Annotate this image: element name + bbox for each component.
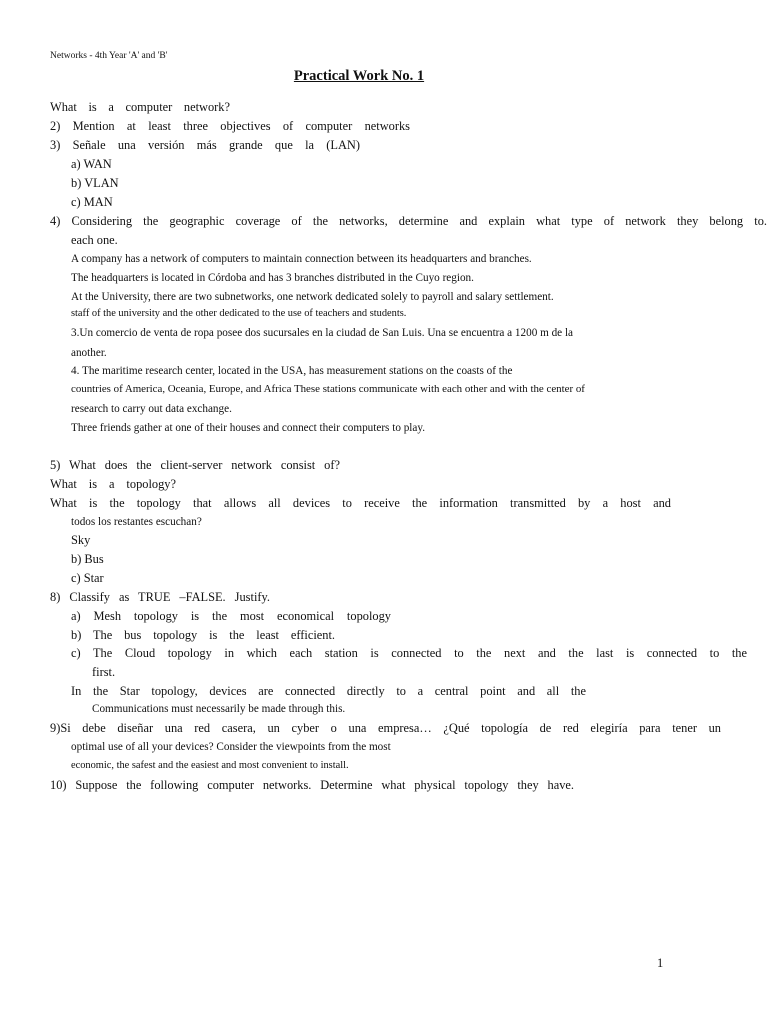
question-10: 10) Suppose the following computer networks. Determine what physical topology they have. — [50, 778, 574, 792]
case-4-line-3: research to carry out data exchange. — [71, 403, 232, 415]
question-9-cont-2: economic, the safest and the easiest and most convenient to install. — [71, 760, 349, 771]
question-6: What is a topology? — [50, 477, 176, 491]
case-4-line-1: 4. The maritime research center, located in the USA, has measurement stations on the coasts of the — [71, 365, 513, 377]
running-header: Networks - 4th Year 'A' and 'B' — [50, 51, 168, 61]
q8-statement-a: a) Mesh topology is the most economical topology — [71, 609, 391, 623]
page-title: Practical Work No. 1 — [293, 68, 425, 84]
option-a: a) WAN — [71, 157, 112, 171]
q8-statement-d-cont: Communications must necessarily be made through this. — [92, 703, 346, 715]
q7-option-c: c) Star — [71, 571, 104, 585]
case-2-line-2: staff of the university and the other dedicated to the use of teachers and students. — [71, 308, 407, 319]
case-3-line-2: another. — [71, 347, 107, 359]
option-c: c) MAN — [71, 195, 113, 209]
q8-statement-c-cont: first. — [92, 665, 116, 679]
question-4: 4) Considering the geographic coverage of the networks, determine and explain what type of network they belong to. — [50, 214, 767, 228]
case-3-line-1: 3.Un comercio de venta de ropa posee dos sucursales en la ciudad de San Luis. Una se encuentra a 1200 m de la — [71, 327, 574, 339]
q8-statement-c: c) The Cloud topology in which each station is connected to the next and the last is connected to the — [71, 646, 747, 660]
question-9: 9)Si debe diseñar una red casera, un cyber o una empresa… ¿Qué topología de red elegiría para tener un — [50, 721, 721, 735]
question-8: 8) Classify as TRUE –FALSE. Justify. — [50, 590, 270, 604]
q8-statement-b: b) The bus topology is the least efficient. — [71, 628, 335, 642]
question-4-cont: each one. — [71, 233, 118, 247]
page-number: 1 — [657, 956, 664, 970]
q8-statement-d: In the Star topology, devices are connected directly to a central point and all the — [71, 684, 586, 698]
question-9-cont-1: optimal use of all your devices? Consider the viewpoints from the most — [71, 741, 391, 753]
question-7-cont: todos los restantes escuchan? — [71, 516, 202, 528]
q7-option-a: Sky — [71, 533, 91, 547]
question-3: 3) Señale una versión más grande que la (LAN) — [50, 138, 360, 152]
q7-option-b: b) Bus — [71, 552, 104, 566]
question-7: What is the topology that allows all devices to receive the information transmitted by a host and — [50, 496, 671, 510]
case-5-line-1: Three friends gather at one of their houses and connect their computers to play. — [71, 422, 426, 434]
case-1-line-2: The headquarters is located in Córdoba and has 3 branches distributed in the Cuyo region. — [71, 272, 474, 284]
question-1: What is a computer network? — [50, 100, 230, 114]
case-4-line-2: countries of America, Oceania, Europe, and Africa These stations communicate with each other and with the center of — [71, 383, 585, 395]
option-b: b) VLAN — [71, 176, 119, 190]
question-2: 2) Mention at least three objectives of computer networks — [50, 119, 410, 133]
question-5: 5) What does the client-server network consist of? — [50, 458, 340, 472]
case-2-line-1: At the University, there are two subnetworks, one network dedicated solely to payroll and salary settlement. — [71, 291, 554, 303]
case-1-line-1: A company has a network of computers to maintain connection between its headquarters and branches. — [71, 253, 532, 265]
